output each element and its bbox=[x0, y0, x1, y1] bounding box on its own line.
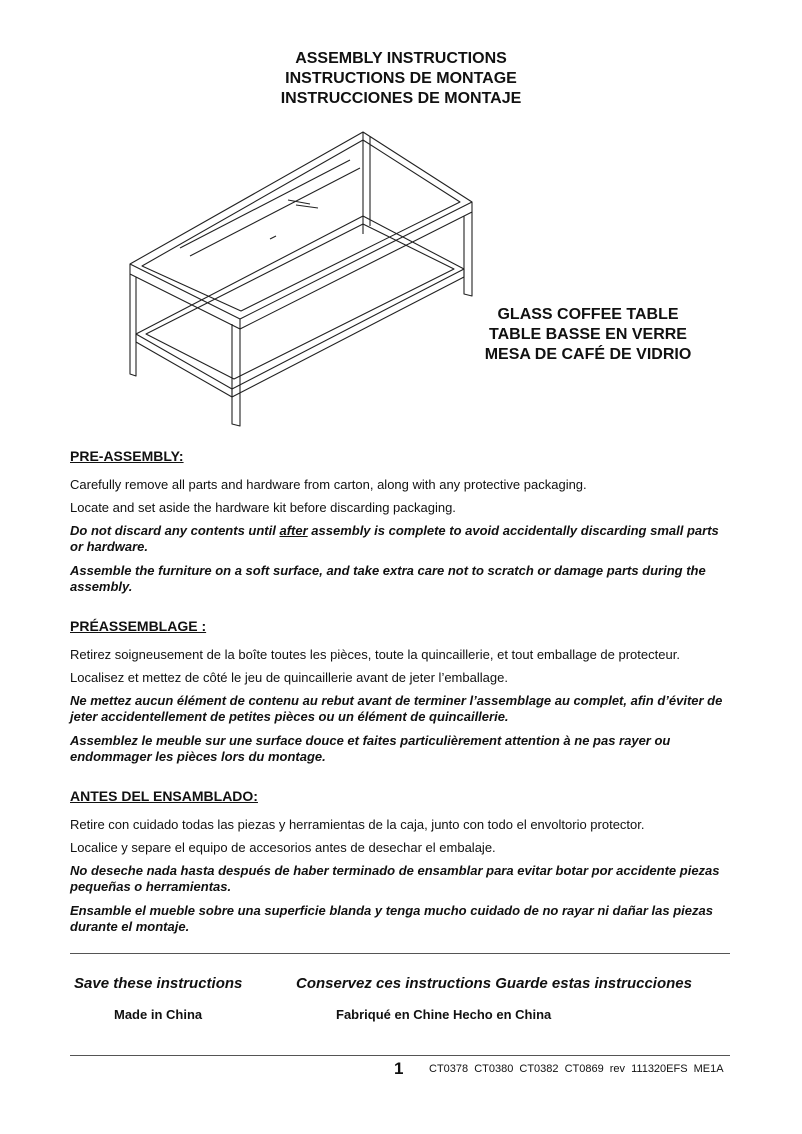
product-name-block bbox=[472, 305, 704, 365]
warning-paragraph: Assemble the furniture on a soft surface, and take extra care not to scratch or damage parts during the assembly. bbox=[70, 563, 706, 594]
product-name-french: TABLE BASSE EN VERRE bbox=[489, 326, 687, 343]
instruction-paragraph: Retire con cuidado todas las piezas y herramientas de la caja, junto con todo el envoltorio protector. bbox=[70, 817, 645, 832]
pre-assembly-section-french bbox=[70, 617, 730, 773]
section-heading: ANTES DEL ENSAMBLADO: bbox=[70, 788, 258, 804]
warning-paragraph: Assemblez le meuble sur une surface douce et faites particulièrement attention à ne pas rayer ou endommager les pièces lors du montage. bbox=[70, 733, 671, 764]
footer-divider-bottom bbox=[70, 1055, 730, 1056]
table-top-glass bbox=[142, 140, 460, 311]
made-in-english: Made in China bbox=[114, 1007, 203, 1022]
title-english: ASSEMBLY INSTRUCTIONS bbox=[295, 50, 507, 67]
product-name-english: GLASS COFFEE TABLE bbox=[497, 306, 679, 323]
title-french: INSTRUCTIONS DE MONTAGE bbox=[285, 70, 517, 87]
page-number: 1 bbox=[394, 1059, 404, 1078]
warning-paragraph: No deseche nada hasta después de haber terminado de ensamblar para evitar botar por accidente piezas pequeñas o herramientas. bbox=[70, 863, 720, 894]
instruction-paragraph: Locate and set aside the hardware kit before discarding packaging. bbox=[70, 500, 456, 515]
save-instructions-french-spanish: Conservez ces instructions Guarde estas instrucciones bbox=[296, 975, 692, 992]
instruction-paragraph: Carefully remove all parts and hardware from carton, along with any protective packaging. bbox=[70, 477, 587, 492]
pre-assembly-section-spanish bbox=[70, 787, 730, 943]
footer-divider-top bbox=[70, 953, 730, 954]
coffee-table-illustration bbox=[120, 124, 480, 434]
instruction-paragraph: Localice y separe el equipo de accesorios antes de desechar el embalaje. bbox=[70, 840, 496, 855]
warning-text: Do not discard any contents until bbox=[70, 523, 280, 538]
made-in-french-spanish: Fabriqué en Chine Hecho en China bbox=[336, 1007, 552, 1022]
product-codes: CT0378 CT0380 CT0382 CT0869 rev 111320EFS ME1A bbox=[429, 1063, 724, 1075]
instruction-paragraph: Localisez et mettez de côté le jeu de quincaillerie avant de jeter l’emballage. bbox=[70, 670, 508, 685]
warning-paragraph: Ensamble el mueble sobre una superficie blanda y tenga mucho cuidado de no rayar ni dañar las piezas durante el montaje. bbox=[70, 903, 713, 934]
product-name-spanish: MESA DE CAFÉ DE VIDRIO bbox=[484, 346, 692, 363]
instruction-paragraph: Retirez soigneusement de la boîte toutes les pièces, toute la quincaillerie, et tout emballage de protecteur. bbox=[70, 647, 680, 662]
section-heading: PRÉASSEMBLAGE : bbox=[70, 618, 207, 634]
warning-emphasis: after bbox=[279, 523, 308, 538]
save-instructions-english: Save these instructions bbox=[74, 975, 243, 992]
pre-assembly-section-english bbox=[70, 447, 730, 603]
title-spanish: INSTRUCCIONES DE MONTAJE bbox=[280, 90, 522, 107]
document-title-block bbox=[0, 49, 802, 109]
section-heading: PRE-ASSEMBLY: bbox=[70, 448, 184, 464]
warning-paragraph bbox=[70, 523, 730, 555]
warning-paragraph: Ne mettez aucun élément de contenu au rebut avant de terminer l’assemblage au complet, afin d’éviter de jeter accidentellement de petites pièces ou un élément de quincaillerie. bbox=[70, 693, 723, 724]
warning-text: assembly is complete to avoid accidentally discarding small parts or hardware. bbox=[70, 523, 719, 554]
